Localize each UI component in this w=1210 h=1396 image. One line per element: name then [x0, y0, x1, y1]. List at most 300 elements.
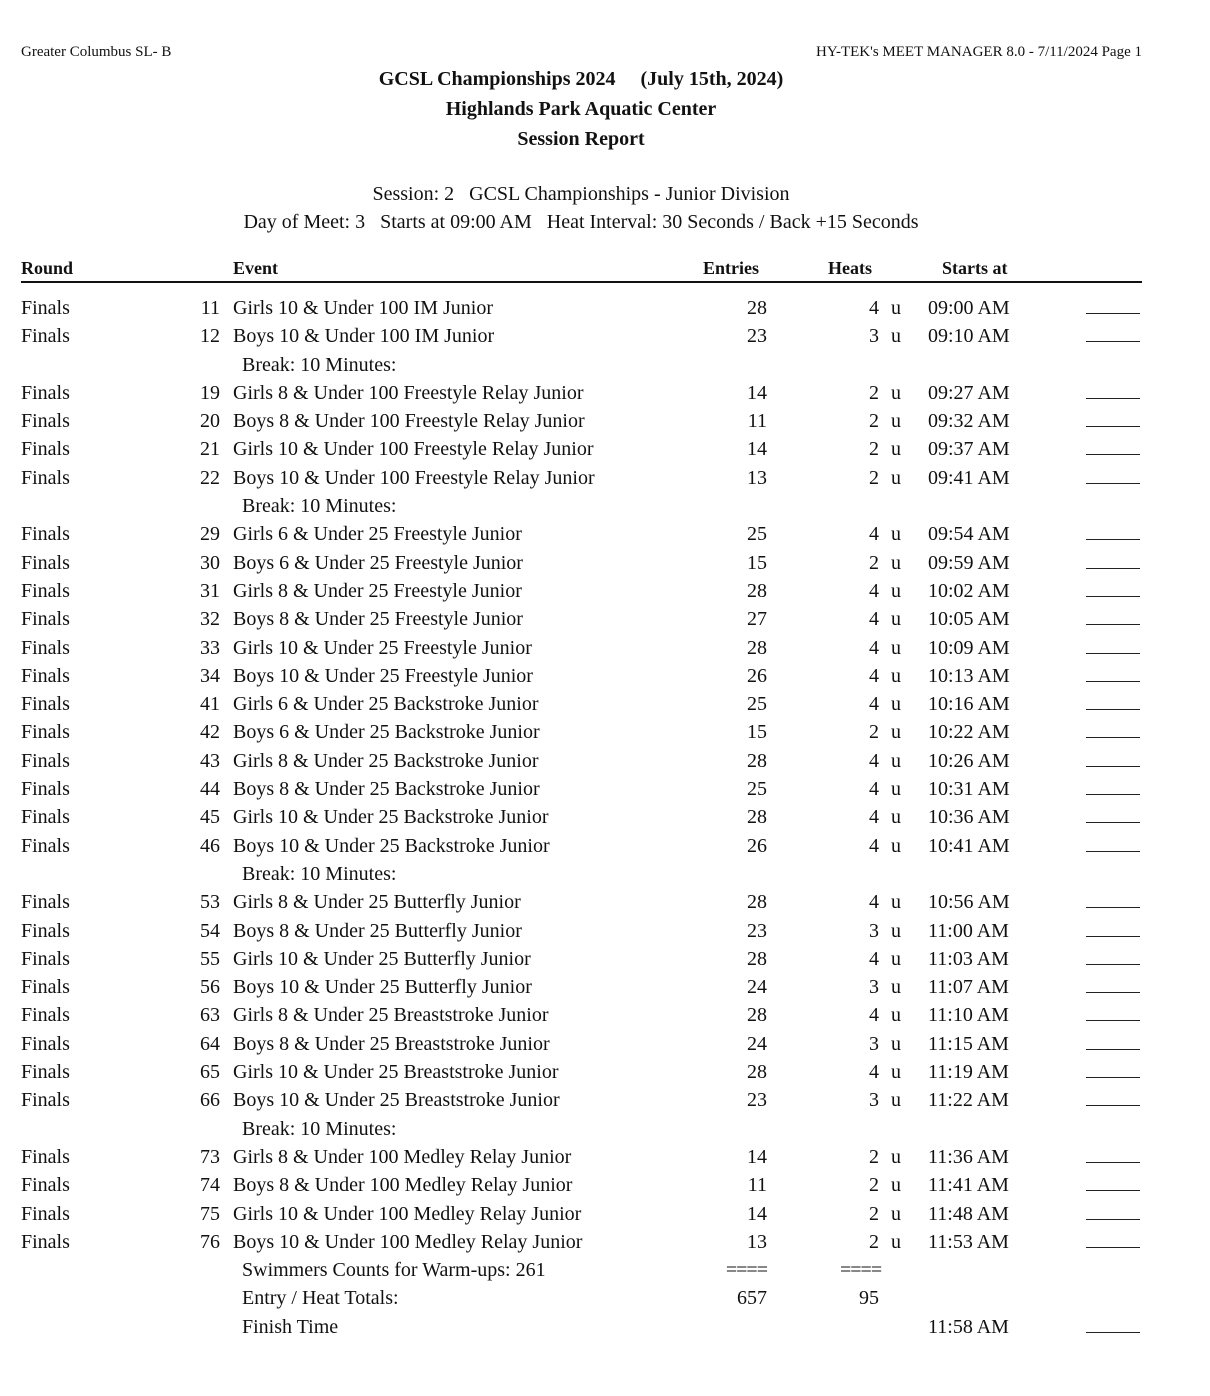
event-number-cell: 29	[200, 523, 220, 546]
break-label: Break: 10 Minutes:	[242, 495, 397, 518]
round-cell: Finals	[21, 1145, 70, 1168]
heat-flag-cell: u	[891, 919, 901, 942]
heats-cell: 2	[869, 438, 879, 461]
event-name-cell: Girls 8 & Under 25 Freestyle Junior	[233, 579, 522, 602]
entries-cell: 28	[747, 749, 767, 772]
heats-total-rule: ====	[840, 1259, 882, 1282]
round-cell: Finals	[21, 608, 70, 631]
report-org-name: Greater Columbus SL- B	[21, 44, 172, 60]
table-row	[0, 634, 1210, 662]
heat-flag-cell: u	[891, 1004, 901, 1027]
heats-cell: 2	[869, 551, 879, 574]
event-number-cell: 65	[200, 1061, 220, 1084]
round-cell: Finals	[21, 834, 70, 857]
event-name-cell: Girls 8 & Under 25 Breaststroke Junior	[233, 1004, 549, 1027]
table-row	[0, 662, 1210, 690]
heat-flag-cell: u	[891, 1061, 901, 1084]
table-row	[0, 294, 1210, 322]
entries-cell: 28	[747, 297, 767, 319]
entries-cell: 15	[747, 721, 767, 744]
event-number-cell: 31	[200, 579, 220, 602]
table-row	[0, 945, 1210, 973]
round-cell: Finals	[21, 1004, 70, 1027]
event-number-cell: 55	[200, 947, 220, 970]
event-name-cell: Boys 6 & Under 25 Backstroke Junior	[233, 721, 540, 744]
event-name-cell: Boys 8 & Under 100 Freestyle Relay Junior	[233, 410, 585, 433]
heats-cell: 4	[869, 636, 879, 659]
actual-time-blank-line	[1086, 398, 1140, 399]
actual-time-blank-line	[1086, 1020, 1140, 1021]
heat-flag-cell: u	[891, 1202, 901, 1225]
event-number-cell: 64	[200, 1032, 220, 1055]
start-time-cell: 10:31 AM	[928, 778, 1010, 801]
event-name-cell: Girls 10 & Under 100 IM Junior	[233, 297, 493, 319]
entries-cell: 15	[747, 551, 767, 574]
entries-cell: 28	[747, 1061, 767, 1084]
heats-cell: 4	[869, 806, 879, 829]
start-time-cell: 10:56 AM	[928, 891, 1010, 914]
heats-cell: 2	[869, 1230, 879, 1253]
entries-cell: 26	[747, 664, 767, 687]
round-cell: Finals	[21, 1230, 70, 1253]
heats-cell: 4	[869, 749, 879, 772]
heats-cell: 2	[869, 1145, 879, 1168]
heats-cell: 3	[869, 1032, 879, 1055]
break-label: Break: 10 Minutes:	[242, 862, 397, 885]
round-cell: Finals	[21, 579, 70, 602]
actual-time-blank-line	[1086, 426, 1140, 427]
entries-cell: 25	[747, 778, 767, 801]
totals-label: Entry / Heat Totals:	[242, 1287, 399, 1310]
totals-row	[0, 1284, 1210, 1312]
heat-flag-cell: u	[891, 636, 901, 659]
heat-flag-cell: u	[891, 1230, 901, 1253]
start-time-cell: 09:00 AM	[928, 297, 1010, 319]
table-row	[0, 1228, 1210, 1256]
column-header-heats: Heats	[828, 258, 872, 278]
event-name-cell: Girls 10 & Under 100 Freestyle Relay Junior	[233, 438, 594, 461]
start-time-cell: 10:36 AM	[928, 806, 1010, 829]
total-heats: 95	[859, 1287, 879, 1310]
heat-flag-cell: u	[891, 834, 901, 857]
finish-time-row	[0, 1313, 1210, 1341]
event-number-cell: 76	[200, 1230, 220, 1253]
start-time-cell: 10:41 AM	[928, 834, 1010, 857]
start-time-cell: 09:10 AM	[928, 325, 1010, 348]
event-name-cell: Boys 10 & Under 100 IM Junior	[233, 325, 495, 348]
heats-cell: 2	[869, 1174, 879, 1197]
heats-cell: 4	[869, 834, 879, 857]
start-time-cell: 10:13 AM	[928, 664, 1010, 687]
round-cell: Finals	[21, 976, 70, 999]
table-row	[0, 803, 1210, 831]
table-row	[0, 549, 1210, 577]
start-time-cell: 11:41 AM	[928, 1174, 1009, 1197]
entries-cell: 13	[747, 1230, 767, 1253]
heat-flag-cell: u	[891, 410, 901, 433]
heats-cell: 2	[869, 410, 879, 433]
table-row	[0, 1171, 1210, 1199]
heat-flag-cell: u	[891, 721, 901, 744]
heats-cell: 4	[869, 1004, 879, 1027]
heat-flag-cell: u	[891, 664, 901, 687]
heat-flag-cell: u	[891, 608, 901, 631]
table-row	[0, 577, 1210, 605]
break-row	[0, 351, 1210, 379]
start-time-cell: 10:05 AM	[928, 608, 1010, 631]
actual-time-blank-line	[1086, 1190, 1140, 1191]
entries-cell: 13	[747, 466, 767, 489]
entries-cell: 11	[747, 1174, 767, 1197]
event-number-cell: 20	[200, 410, 220, 433]
round-cell: Finals	[21, 523, 70, 546]
actual-time-blank-line	[1086, 737, 1140, 738]
event-number-cell: 53	[200, 891, 220, 914]
entries-cell: 28	[747, 636, 767, 659]
event-number-cell: 44	[200, 778, 220, 801]
heat-flag-cell: u	[891, 1032, 901, 1055]
actual-time-blank-line	[1086, 624, 1140, 625]
table-row	[0, 1030, 1210, 1058]
heat-flag-cell: u	[891, 778, 901, 801]
event-name-cell: Boys 10 & Under 25 Freestyle Junior	[233, 664, 533, 687]
heat-flag-cell: u	[891, 297, 901, 319]
heat-flag-cell: u	[891, 579, 901, 602]
actual-time-blank-line	[1086, 653, 1140, 654]
actual-time-blank-line	[1086, 851, 1140, 852]
heat-flag-cell: u	[891, 1089, 901, 1112]
start-time-cell: 11:10 AM	[928, 1004, 1009, 1027]
entries-cell: 25	[747, 523, 767, 546]
round-cell: Finals	[21, 466, 70, 489]
entries-cell: 14	[747, 1145, 767, 1168]
start-time-cell: 11:48 AM	[928, 1202, 1009, 1225]
entries-total-rule: ====	[725, 1259, 767, 1282]
round-cell: Finals	[21, 1089, 70, 1112]
heat-flag-cell: u	[891, 381, 901, 404]
total-entries: 657	[737, 1287, 767, 1310]
heat-flag-cell: u	[891, 947, 901, 970]
event-number-cell: 22	[200, 466, 220, 489]
start-time-cell: 09:37 AM	[928, 438, 1010, 461]
event-number-cell: 74	[200, 1174, 220, 1197]
heat-flag-cell: u	[891, 976, 901, 999]
heats-cell: 4	[869, 297, 879, 319]
actual-time-blank-line	[1086, 1077, 1140, 1078]
event-number-cell: 46	[200, 834, 220, 857]
finish-time-label: Finish Time	[242, 1315, 339, 1338]
break-label: Break: 10 Minutes:	[242, 1117, 397, 1140]
start-time-cell: 09:32 AM	[928, 410, 1010, 433]
event-number-cell: 12	[200, 325, 220, 348]
session-table-body	[0, 294, 1210, 1256]
round-cell: Finals	[21, 947, 70, 970]
entries-cell: 11	[747, 410, 767, 433]
actual-time-blank-line	[1086, 539, 1140, 540]
event-name-cell: Boys 8 & Under 25 Butterfly Junior	[233, 919, 522, 942]
event-name-cell: Boys 10 & Under 25 Breaststroke Junior	[233, 1089, 560, 1112]
round-cell: Finals	[21, 325, 70, 348]
event-number-cell: 54	[200, 919, 220, 942]
actual-time-blank-line	[1086, 454, 1140, 455]
venue-title: Highlands Park Aquatic Center	[445, 98, 717, 120]
round-cell: Finals	[21, 919, 70, 942]
round-cell: Finals	[21, 438, 70, 461]
event-name-cell: Boys 8 & Under 25 Freestyle Junior	[233, 608, 523, 631]
heats-cell: 4	[869, 891, 879, 914]
actual-time-blank-line	[1086, 1049, 1140, 1050]
event-name-cell: Boys 10 & Under 100 Freestyle Relay Junior	[233, 466, 595, 489]
start-time-cell: 10:09 AM	[928, 636, 1010, 659]
heats-cell: 3	[869, 976, 879, 999]
event-name-cell: Girls 6 & Under 25 Freestyle Junior	[233, 523, 522, 546]
event-name-cell: Girls 10 & Under 25 Breaststroke Junior	[233, 1061, 559, 1084]
heats-cell: 4	[869, 608, 879, 631]
event-name-cell: Girls 10 & Under 25 Freestyle Junior	[233, 636, 532, 659]
event-name-cell: Boys 8 & Under 100 Medley Relay Junior	[233, 1174, 573, 1197]
event-name-cell: Girls 6 & Under 25 Backstroke Junior	[233, 693, 539, 716]
entries-cell: 28	[747, 806, 767, 829]
table-row	[0, 520, 1210, 548]
event-name-cell: Boys 8 & Under 25 Breaststroke Junior	[233, 1032, 550, 1055]
start-time-cell: 10:02 AM	[928, 579, 1010, 602]
entries-cell: 24	[747, 976, 767, 999]
header-divider	[21, 281, 1142, 283]
heats-cell: 4	[869, 778, 879, 801]
event-name-cell: Girls 8 & Under 25 Butterfly Junior	[233, 891, 521, 914]
heat-flag-cell: u	[891, 325, 901, 348]
entries-cell: 27	[747, 608, 767, 631]
break-row	[0, 492, 1210, 520]
table-row	[0, 1143, 1210, 1171]
actual-time-blank-line	[1086, 1162, 1140, 1163]
actual-time-blank-line	[1086, 794, 1140, 795]
heats-cell: 2	[869, 381, 879, 404]
heats-cell: 4	[869, 664, 879, 687]
round-cell: Finals	[21, 297, 70, 319]
heats-cell: 2	[869, 1202, 879, 1225]
start-time-cell: 09:27 AM	[928, 381, 1010, 404]
round-cell: Finals	[21, 551, 70, 574]
round-cell: Finals	[21, 1202, 70, 1225]
meet-title: GCSL Championships 2024 (July 15th, 2024)	[378, 68, 784, 90]
actual-time-blank-line	[1086, 936, 1140, 937]
round-cell: Finals	[21, 381, 70, 404]
actual-time-blank-line	[1086, 992, 1140, 993]
break-row	[0, 1115, 1210, 1143]
session-info: Session: 2 GCSL Championships - Junior Division	[372, 183, 790, 205]
event-name-cell: Boys 10 & Under 25 Backstroke Junior	[233, 834, 550, 857]
event-number-cell: 34	[200, 664, 220, 687]
actual-time-blank-line	[1086, 907, 1140, 908]
event-number-cell: 41	[200, 693, 220, 716]
heat-flag-cell: u	[891, 1145, 901, 1168]
event-name-cell: Girls 8 & Under 100 Medley Relay Junior	[233, 1145, 572, 1168]
column-header-starts-at: Starts at	[942, 258, 1008, 278]
round-cell: Finals	[21, 410, 70, 433]
table-row	[0, 747, 1210, 775]
event-name-cell: Girls 10 & Under 25 Backstroke Junior	[233, 806, 549, 829]
start-time-cell: 11:07 AM	[928, 976, 1009, 999]
event-number-cell: 42	[200, 721, 220, 744]
table-row	[0, 1200, 1210, 1228]
start-time-cell: 11:15 AM	[928, 1032, 1009, 1055]
table-row	[0, 435, 1210, 463]
actual-time-blank-line	[1086, 1247, 1140, 1248]
event-name-cell: Girls 10 & Under 100 Medley Relay Junior	[233, 1202, 582, 1225]
start-time-cell: 09:59 AM	[928, 551, 1010, 574]
round-cell: Finals	[21, 664, 70, 687]
entries-cell: 28	[747, 947, 767, 970]
heat-flag-cell: u	[891, 466, 901, 489]
heat-flag-cell: u	[891, 1174, 901, 1197]
event-name-cell: Girls 8 & Under 100 Freestyle Relay Junior	[233, 381, 584, 404]
heat-flag-cell: u	[891, 693, 901, 716]
event-number-cell: 45	[200, 806, 220, 829]
event-name-cell: Boys 10 & Under 25 Butterfly Junior	[233, 976, 532, 999]
actual-time-blank-line	[1086, 964, 1140, 965]
start-time-cell: 11:36 AM	[928, 1145, 1009, 1168]
start-time-cell: 11:00 AM	[928, 919, 1009, 942]
heats-cell: 4	[869, 523, 879, 546]
entries-cell: 28	[747, 1004, 767, 1027]
actual-time-blank-line	[1086, 341, 1140, 342]
event-number-cell: 75	[200, 1202, 220, 1225]
start-time-cell: 09:41 AM	[928, 466, 1010, 489]
column-header-event: Event	[233, 258, 278, 278]
event-name-cell: Boys 8 & Under 25 Backstroke Junior	[233, 778, 540, 801]
table-row	[0, 973, 1210, 1001]
entries-cell: 23	[747, 325, 767, 348]
finish-time-value: 11:58 AM	[928, 1315, 1009, 1338]
heat-flag-cell: u	[891, 551, 901, 574]
actual-time-blank-line	[1086, 313, 1140, 314]
event-number-cell: 43	[200, 749, 220, 772]
warmup-count-row	[0, 1256, 1210, 1284]
entries-cell: 26	[747, 834, 767, 857]
actual-time-blank-line	[1086, 822, 1140, 823]
start-time-cell: 11:03 AM	[928, 947, 1009, 970]
entries-cell: 28	[747, 891, 767, 914]
event-number-cell: 19	[200, 381, 220, 404]
heats-cell: 3	[869, 1089, 879, 1112]
start-time-cell: 09:54 AM	[928, 523, 1010, 546]
entries-cell: 24	[747, 1032, 767, 1055]
start-time-cell: 11:19 AM	[928, 1061, 1009, 1084]
column-header-entries: Entries	[703, 258, 759, 278]
entries-cell: 25	[747, 693, 767, 716]
round-cell: Finals	[21, 1061, 70, 1084]
actual-time-blank-line	[1086, 709, 1140, 710]
entries-cell: 23	[747, 1089, 767, 1112]
start-time-cell: 10:16 AM	[928, 693, 1010, 716]
heats-cell: 4	[869, 693, 879, 716]
table-row	[0, 322, 1210, 350]
heats-cell: 4	[869, 947, 879, 970]
table-row	[0, 690, 1210, 718]
event-number-cell: 21	[200, 438, 220, 461]
actual-time-blank-line	[1086, 596, 1140, 597]
heats-cell: 3	[869, 919, 879, 942]
entries-cell: 14	[747, 1202, 767, 1225]
entries-cell: 28	[747, 579, 767, 602]
event-number-cell: 33	[200, 636, 220, 659]
event-name-cell: Girls 8 & Under 25 Backstroke Junior	[233, 749, 539, 772]
break-row	[0, 860, 1210, 888]
table-row	[0, 917, 1210, 945]
actual-time-blank-line	[1086, 1219, 1140, 1220]
actual-time-blank-line	[1086, 766, 1140, 767]
round-cell: Finals	[21, 636, 70, 659]
round-cell: Finals	[21, 1032, 70, 1055]
event-name-cell: Girls 10 & Under 25 Butterfly Junior	[233, 947, 531, 970]
round-cell: Finals	[21, 749, 70, 772]
report-title: Session Report	[517, 128, 645, 150]
round-cell: Finals	[21, 1174, 70, 1197]
table-row	[0, 775, 1210, 803]
table-row	[0, 379, 1210, 407]
actual-time-blank-line	[1086, 483, 1140, 484]
heat-flag-cell: u	[891, 438, 901, 461]
round-cell: Finals	[21, 806, 70, 829]
column-header-round: Round	[21, 258, 74, 278]
table-row	[0, 1058, 1210, 1086]
event-number-cell: 63	[200, 1004, 220, 1027]
entries-cell: 23	[747, 919, 767, 942]
actual-finish-blank-line	[1086, 1332, 1140, 1333]
heats-cell: 2	[869, 721, 879, 744]
event-number-cell: 32	[200, 608, 220, 631]
event-number-cell: 56	[200, 976, 220, 999]
event-name-cell: Boys 10 & Under 100 Medley Relay Junior	[233, 1230, 583, 1253]
round-cell: Finals	[21, 891, 70, 914]
heat-flag-cell: u	[891, 523, 901, 546]
table-row	[0, 464, 1210, 492]
heats-cell: 2	[869, 466, 879, 489]
heat-flag-cell: u	[891, 749, 901, 772]
table-row	[0, 1086, 1210, 1114]
entries-cell: 14	[747, 438, 767, 461]
start-time-cell: 10:22 AM	[928, 721, 1010, 744]
table-row	[0, 718, 1210, 746]
start-time-cell: 11:22 AM	[928, 1089, 1009, 1112]
start-time-cell: 11:53 AM	[928, 1230, 1009, 1253]
event-number-cell: 66	[200, 1089, 220, 1112]
warmup-count-label: Swimmers Counts for Warm-ups: 261	[242, 1259, 546, 1282]
start-time-cell: 10:26 AM	[928, 749, 1010, 772]
event-number-cell: 73	[200, 1145, 220, 1168]
heats-cell: 4	[869, 1061, 879, 1084]
session-schedule-info: Day of Meet: 3 Starts at 09:00 AM Heat Interval: 30 Seconds / Back +15 Seconds	[243, 211, 919, 233]
entries-cell: 14	[747, 381, 767, 404]
actual-time-blank-line	[1086, 1105, 1140, 1106]
actual-time-blank-line	[1086, 568, 1140, 569]
heats-cell: 3	[869, 325, 879, 348]
table-row	[0, 888, 1210, 916]
heat-flag-cell: u	[891, 806, 901, 829]
report-software-page: HY-TEK's MEET MANAGER 8.0 - 7/11/2024 Page 1	[815, 44, 1142, 60]
event-number-cell: 30	[200, 551, 220, 574]
event-name-cell: Boys 6 & Under 25 Freestyle Junior	[233, 551, 523, 574]
heats-cell: 4	[869, 579, 879, 602]
table-row	[0, 407, 1210, 435]
heat-flag-cell: u	[891, 891, 901, 914]
table-row	[0, 605, 1210, 633]
event-number-cell: 11	[200, 297, 220, 319]
round-cell: Finals	[21, 778, 70, 801]
table-row	[0, 1001, 1210, 1029]
round-cell: Finals	[21, 693, 70, 716]
